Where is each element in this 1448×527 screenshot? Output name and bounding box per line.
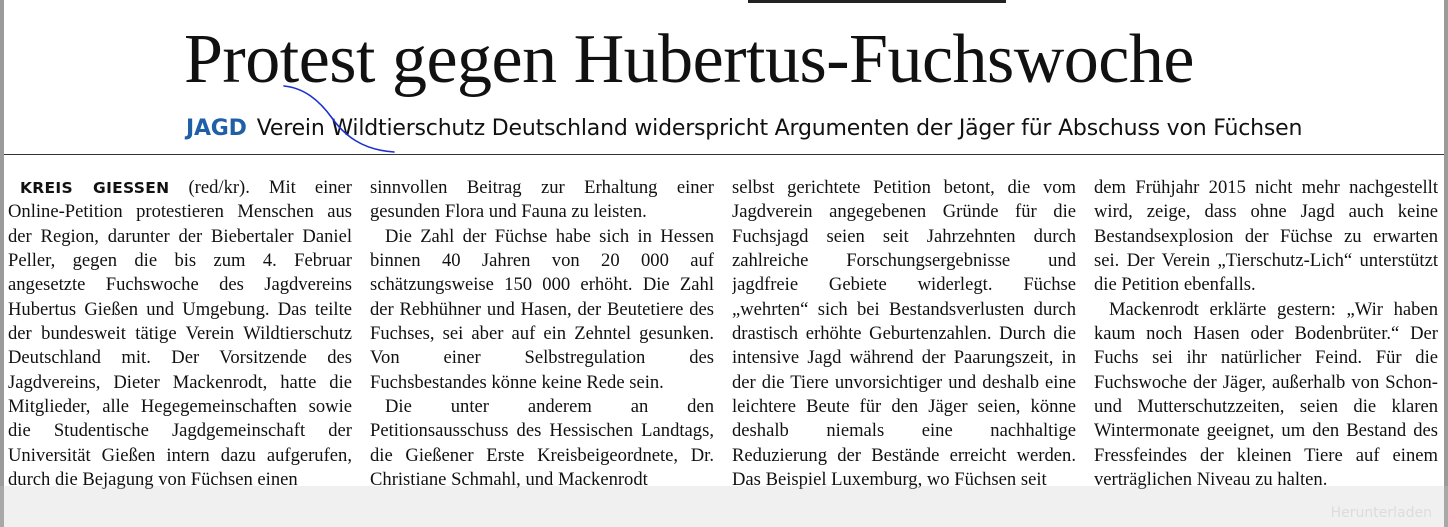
paragraph: Die Zahl der Füchse habe sich in Hessen binnen 40 Jahren von 20 000 auf schätzungsweise 150 000 erhöht. Die Zahl der Rebhühner und Hasen, der Beutetiere des Fuchses, sei aber auf ein Zehntel gesunken. Von einer Selbstregulation des Fuchsbestandes könne keine Rede sein.: [370, 225, 714, 393]
column-2: [370, 176, 714, 516]
paragraph: [8, 176, 352, 492]
newspaper-clipping: [4, 0, 1444, 527]
top-rule: [748, 0, 1006, 3]
dateline: KREIS GIESSEN: [20, 179, 170, 197]
column-3: [732, 176, 1076, 516]
article-body: [8, 176, 1438, 516]
paragraph: dem Frühjahr 2015 nicht mehr nachgestellt wird, zeige, dass ohne Jagd auch keine Bestandsexplosion der Füchse zu erwarten sei. Der Verein „Tierschutz-Lich“ unterstützt die Petition ebenfalls.: [1094, 177, 1438, 296]
column-1: [8, 176, 352, 516]
subheadline: Verein Wildtierschutz Deutschland widerspricht Argumenten der Jäger für Abschuss von Füchsen: [256, 116, 1303, 141]
paragraph: Mackenrodt erklärte gestern: „Wir haben kaum noch Hasen oder Bodenbrüter.“ Der Fuchs sei ihr natürlicher Feind. Für die Fuchswoche der Jäger, außerhalb von Schon- und Mutterschutzzeiten, seien die klaren Wintermonate geeignet, um den Bestand des Fressfeindes der kleinen Tiere auf einem verträglichen Niveau zu halten.: [1094, 298, 1438, 491]
bottom-overlay: [0, 486, 1448, 527]
download-watermark[interactable]: Herunterladen: [1330, 505, 1432, 521]
headline: Protest gegen Hubertus-Fuchswoche: [184, 21, 1194, 98]
column-4: [1094, 176, 1438, 516]
paragraph: Die unter anderem an den Petitionsausschuss des Hessischen Landtags, die Gießener Erste Kreisbeigeordnete, Dr. Christiane Schmahl, und Mackenrodt: [370, 396, 714, 491]
paragraph-text: (red/kr). Mit einer Online-Petition protestieren Menschen aus der Region, darunter der Biebertaler Daniel Peller, gegen die bis zum 4. Februar angesetzte Fuchswoche des Jagdvereins Hubertus Gießen und Umgebung. Das teilte der bundesweit tätige Verein Wildtierschutz Deutschland mit. Der Vorsitzende des Jagdvereins, Dieter Mackenrodt, hatte die Mitglieder, alle Hegegemeinschaften sowie die Studentische Jagdgemeinschaft der Universität Gießen intern dazu aufgerufen, durch die Bejagung von Füchsen einen: [8, 177, 352, 491]
kicker: JAGD: [186, 116, 247, 141]
paragraph: sinnvollen Beitrag zur Erhaltung einer gesunden Flora und Fauna zu leisten.: [370, 177, 714, 223]
pen-stroke-annotation: [274, 80, 404, 162]
paragraph: selbst gerichtete Petition betont, die vom Jagdverein angegebenen Gründe für die Fuchsjagd seien seit Jahrzehnten durch zahlreiche Forschungsergebnisse und jagdfreie Gebiete widerlegt. Füchse „wehrten“ sich bei Bestandsverlusten durch drastisch erhöhte Geburtenzahlen. Durch die intensive Jagd während der Paarungszeit, in der die Tiere unvorsichtiger und deshalb eine leichtere Beute für den Jäger seien, könne deshalb niemals eine nachhaltige Reduzierung der Bestände erreicht werden. Das Beispiel Luxemburg, wo Füchsen seit: [732, 177, 1076, 491]
header-divider: [4, 154, 1444, 155]
